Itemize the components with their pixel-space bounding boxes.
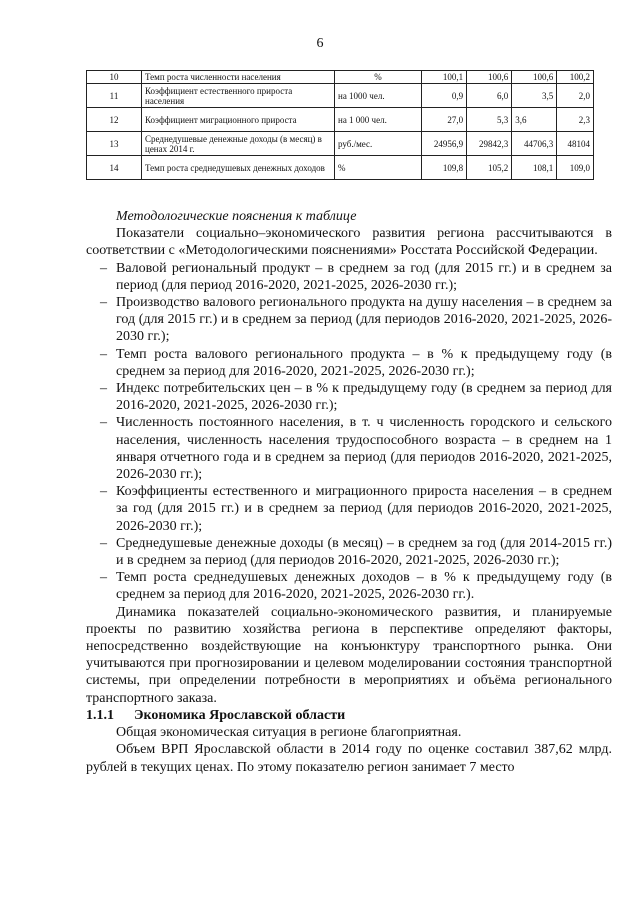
dash-marker: – bbox=[100, 484, 107, 500]
section-title: Экономика Ярославской области bbox=[134, 707, 346, 723]
list-item-text: Темп роста среднедушевых денежных доходов – в % к предыдущему году (в среднем за период для 2016-2020, 2021-2025, 2026-2030 гг.). bbox=[116, 570, 612, 603]
list-item bbox=[86, 380, 612, 414]
value-cell: 44706,3 bbox=[512, 132, 557, 156]
methodology-heading: Методологические пояснения к таблице bbox=[116, 209, 357, 224]
value-cell: 48104 bbox=[557, 132, 594, 156]
list-item bbox=[86, 294, 612, 346]
list-item-text: Производство валового регионального продукта на душу населения – в среднем за год (для 2015 гг.) и в среднем за период (для периодов 2016-2020, 2021-2025, 2026-2030 гг.); bbox=[116, 295, 612, 345]
row-number: 11 bbox=[87, 84, 142, 108]
table-row bbox=[87, 108, 594, 132]
unit: на 1000 чел. bbox=[335, 84, 422, 108]
indicator-name: Темп роста среднедушевых денежных доходов bbox=[142, 156, 335, 180]
list-item-text: Среднедушевые денежные доходы (в месяц) – в среднем за год (для 2014-2015 гг.) и в среднем за период (для периодов 2016-2020, 2021-2025, 2026-2030 гг.); bbox=[116, 535, 612, 569]
dash-marker: – bbox=[100, 381, 107, 397]
indicator-name: Темп роста численности населения bbox=[142, 71, 335, 84]
page-number: 6 bbox=[316, 36, 324, 51]
dash-marker: – bbox=[100, 415, 107, 431]
value-cell: 6,0 bbox=[467, 84, 512, 108]
dash-marker: – bbox=[100, 535, 107, 551]
row-number: 14 bbox=[87, 156, 142, 180]
list-item-text: Индекс потребительских цен – в % к предыдущему году (в среднем за период для 2016-2020, 2021-2025, 2026-2030 гг.); bbox=[116, 381, 612, 414]
unit: руб./мес. bbox=[335, 132, 422, 156]
row-number: 10 bbox=[87, 71, 142, 84]
value-cell: 3,6 bbox=[512, 108, 557, 132]
table-row bbox=[87, 132, 594, 156]
body-text bbox=[86, 208, 612, 776]
value-cell: 100,1 bbox=[422, 71, 467, 84]
list-item bbox=[86, 483, 612, 535]
indicator-name: Коэффициент миграционного прироста bbox=[142, 108, 335, 132]
list-item bbox=[86, 535, 612, 569]
section-heading bbox=[86, 707, 612, 724]
unit: % bbox=[335, 71, 422, 84]
indicator-name: Среднедушевые денежные доходы (в месяц) в ценах 2014 г. bbox=[142, 132, 335, 156]
value-cell: 100,6 bbox=[512, 71, 557, 84]
dash-marker: – bbox=[100, 295, 107, 311]
methodology-list bbox=[86, 260, 612, 604]
list-item bbox=[86, 414, 612, 483]
value-cell: 2,0 bbox=[557, 84, 594, 108]
situation-paragraph: Общая экономическая ситуация в регионе благоприятная. bbox=[116, 725, 462, 741]
value-cell: 27,0 bbox=[422, 108, 467, 132]
list-item bbox=[86, 569, 612, 603]
unit: % bbox=[335, 156, 422, 180]
dash-marker: – bbox=[100, 260, 107, 276]
table-row bbox=[87, 84, 594, 108]
value-cell: 109,8 bbox=[422, 156, 467, 180]
vrp-paragraph: Объем ВРП Ярославской области в 2014 году по оценке составил 387,62 млрд. рублей в текущих ценах. По этому показателю регион занимает 7 место bbox=[86, 742, 612, 775]
value-cell: 100,2 bbox=[557, 71, 594, 84]
list-item-text: Валовой региональный продукт – в среднем за год (для 2015 гг.) и в среднем за период (для период 2016-2020, 2021-2025, 2026-2030 гг.); bbox=[116, 260, 612, 293]
value-cell: 2,3 bbox=[557, 108, 594, 132]
unit: на 1 000 чел. bbox=[335, 108, 422, 132]
indicators-table bbox=[86, 70, 594, 180]
dynamics-paragraph: Динамика показателей социально-экономического развития, и планируемые проекты по развитию хозяйства региона в перспективе определяют факторы, непосредственно воздействующие на конъюнктуру транспортного рынка. Они учитываются при прогнозировании и целевом моделировании состояния транспортной системы, при определении потребности в мероприятиях и объёма регионального транспортного заказа. bbox=[86, 604, 612, 706]
value-cell: 24956,9 bbox=[422, 132, 467, 156]
value-cell: 105,2 bbox=[467, 156, 512, 180]
list-item bbox=[86, 346, 612, 380]
value-cell: 29842,3 bbox=[467, 132, 512, 156]
section-number: 1.1.1 bbox=[86, 707, 114, 723]
value-cell: 0,9 bbox=[422, 84, 467, 108]
list-item bbox=[86, 260, 612, 294]
list-item-text: Коэффициенты естественного и миграционного прироста населения – в среднем за год (для 2015 гг.) и в среднем за период (для периодов 2016-2020, 2021-2025, 2026-2030 гг.); bbox=[116, 484, 612, 534]
intro-paragraph: Показатели социально–экономического развития региона рассчитываются в соответствии с «Методологическими пояснениями» Росстата Российской Федерации. bbox=[86, 226, 612, 259]
row-number: 12 bbox=[87, 108, 142, 132]
value-cell: 109,0 bbox=[557, 156, 594, 180]
list-item-text: Численность постоянного населения, в т. ч численность городского и сельского населения, численность населения трудоспособного возраста – в среднем на 1 января отчетного года и в среднем за период (для периодов 2016-2020, 2021-2025, 2026-2030 гг.); bbox=[116, 415, 612, 483]
value-cell: 108,1 bbox=[512, 156, 557, 180]
value-cell: 100,6 bbox=[467, 71, 512, 84]
value-cell: 5,3 bbox=[467, 108, 512, 132]
dash-marker: – bbox=[100, 346, 107, 362]
indicator-name: Коэффициент естественного прироста населения bbox=[142, 84, 335, 108]
row-number: 13 bbox=[87, 132, 142, 156]
dash-marker: – bbox=[100, 570, 107, 586]
list-item-text: Темп роста валового регионального продукта – в % к предыдущему году (в среднем за период для 2016-2020, 2021-2025, 2026-2030 гг.); bbox=[116, 346, 612, 379]
table-row bbox=[87, 71, 594, 84]
value-cell: 3,5 bbox=[512, 84, 557, 108]
table-row bbox=[87, 156, 594, 180]
